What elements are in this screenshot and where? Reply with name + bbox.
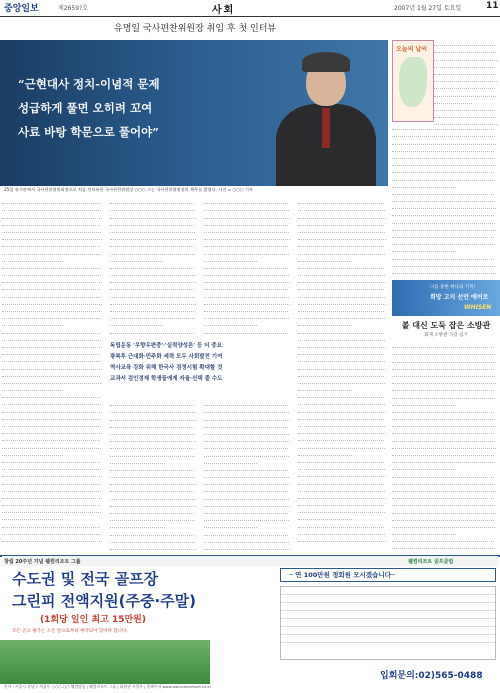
text-line bbox=[204, 465, 288, 471]
text-line bbox=[204, 284, 288, 290]
text-line bbox=[110, 501, 196, 507]
text-line bbox=[298, 543, 384, 548]
text-line bbox=[2, 428, 102, 434]
text-line bbox=[110, 256, 163, 262]
text-line bbox=[204, 291, 289, 297]
golf-course-photo bbox=[0, 640, 210, 684]
text-line bbox=[434, 62, 495, 68]
text-line bbox=[392, 486, 496, 492]
text-line bbox=[2, 327, 100, 333]
text-line bbox=[204, 220, 288, 226]
text-line bbox=[204, 313, 289, 319]
text-line bbox=[110, 422, 194, 428]
text-line bbox=[2, 414, 100, 420]
text-line bbox=[110, 465, 194, 471]
ad-membership-text: ─ 연 100만원 정회원 모시겠습니다─ bbox=[289, 571, 395, 579]
text-line bbox=[110, 458, 163, 464]
text-line bbox=[298, 514, 352, 520]
side-story-subtitle: 화재 소방관 가장 검거 bbox=[424, 333, 468, 338]
text-line bbox=[392, 515, 494, 521]
text-line bbox=[2, 363, 102, 369]
text-line bbox=[392, 443, 496, 449]
text-line bbox=[110, 299, 196, 305]
text-line bbox=[110, 241, 194, 247]
text-line bbox=[204, 522, 257, 528]
text-line bbox=[298, 234, 386, 240]
text-line bbox=[110, 522, 163, 528]
text-line bbox=[204, 429, 289, 435]
text-line bbox=[298, 277, 386, 283]
text-line bbox=[204, 479, 290, 485]
article-column-1 bbox=[2, 198, 104, 548]
text-line bbox=[2, 514, 63, 520]
lead-photo bbox=[0, 40, 388, 186]
side-story-title: 볼 대신 도둑 잡은 소방관 bbox=[401, 321, 491, 330]
text-line bbox=[110, 263, 194, 269]
weather-table bbox=[392, 124, 498, 274]
portrait-figure bbox=[270, 48, 378, 186]
ad-banner-right: 웰컴리조트 골프클럽 bbox=[408, 559, 454, 565]
text-line bbox=[2, 435, 100, 441]
text-line bbox=[392, 450, 494, 456]
text-line bbox=[204, 248, 289, 254]
text-line bbox=[392, 196, 495, 202]
whisen-ad[interactable] bbox=[392, 280, 500, 316]
text-line bbox=[434, 54, 497, 60]
text-line bbox=[434, 40, 495, 46]
text-line bbox=[392, 522, 495, 528]
text-line bbox=[110, 537, 195, 543]
text-line bbox=[298, 406, 386, 412]
text-line bbox=[298, 313, 385, 319]
golf-ad-banner bbox=[2, 556, 498, 566]
portrait-hair bbox=[302, 52, 350, 72]
text-line bbox=[2, 277, 102, 283]
text-line bbox=[204, 320, 257, 326]
ad-title-2: 그린피 전액지원(주중·주말) bbox=[12, 592, 197, 610]
text-line bbox=[204, 270, 289, 276]
text-line bbox=[204, 472, 289, 478]
text-line bbox=[2, 371, 100, 377]
text-line bbox=[392, 217, 495, 223]
text-line bbox=[2, 478, 100, 484]
section-title: 사회 bbox=[212, 5, 236, 16]
text-line bbox=[434, 112, 496, 118]
text-line bbox=[204, 537, 289, 543]
text-line bbox=[392, 421, 496, 427]
text-line bbox=[392, 138, 496, 144]
text-line bbox=[110, 313, 195, 319]
text-line bbox=[392, 407, 494, 413]
text-line bbox=[2, 248, 101, 254]
text-line bbox=[110, 479, 196, 485]
text-line bbox=[392, 400, 456, 406]
text-line bbox=[110, 291, 195, 297]
text-line bbox=[392, 146, 494, 152]
text-line bbox=[110, 248, 195, 254]
text-line bbox=[204, 256, 257, 262]
text-line bbox=[2, 335, 101, 341]
text-line bbox=[392, 342, 494, 348]
text-line bbox=[298, 371, 384, 377]
text-line bbox=[392, 536, 494, 542]
headline-line: 성급하게 풀면 오히려 꼬여 bbox=[18, 101, 153, 115]
text-line bbox=[2, 464, 101, 470]
text-line bbox=[2, 507, 101, 513]
text-line bbox=[392, 239, 495, 245]
text-line bbox=[392, 174, 495, 180]
pull-quote: 교과서 검인정제 학생들에게 자율·선택 줄 수도 bbox=[110, 376, 223, 382]
text-line bbox=[110, 407, 195, 413]
text-line bbox=[392, 261, 495, 267]
text-line bbox=[392, 268, 496, 274]
text-line bbox=[392, 160, 496, 166]
text-line bbox=[204, 241, 288, 247]
text-line bbox=[204, 515, 289, 521]
text-line bbox=[204, 306, 288, 312]
ad-membership-box bbox=[280, 568, 496, 582]
text-line bbox=[392, 435, 495, 441]
ad-price-table bbox=[280, 586, 496, 660]
text-line bbox=[2, 284, 100, 290]
text-line bbox=[2, 356, 101, 362]
text-line bbox=[2, 220, 100, 226]
text-line bbox=[298, 521, 384, 527]
text-line bbox=[298, 299, 386, 305]
text-line bbox=[110, 450, 195, 456]
text-line bbox=[298, 349, 384, 355]
text-line bbox=[2, 385, 63, 391]
text-line bbox=[110, 306, 194, 312]
text-line bbox=[298, 212, 386, 218]
text-line bbox=[2, 450, 63, 456]
ad-phone[interactable]: 입회문의:02)565-0488 bbox=[380, 671, 483, 681]
text-line bbox=[204, 212, 290, 218]
headline-line: 사료 바탕 학문으로 풀어야” bbox=[18, 125, 159, 139]
text-line bbox=[110, 508, 194, 514]
text-line bbox=[2, 529, 101, 535]
text-line bbox=[204, 263, 288, 269]
text-line bbox=[392, 378, 496, 384]
text-line bbox=[298, 284, 384, 290]
text-line bbox=[392, 167, 494, 173]
text-line bbox=[392, 371, 495, 377]
text-line bbox=[392, 203, 496, 209]
text-line bbox=[434, 83, 495, 89]
text-line bbox=[392, 385, 494, 391]
text-line bbox=[110, 486, 194, 492]
text-line bbox=[298, 306, 384, 312]
headline-line: “근현대사 정치-이념적 문제 bbox=[18, 77, 160, 91]
table-row bbox=[281, 603, 495, 611]
article-column-6 bbox=[298, 198, 388, 548]
text-line bbox=[2, 320, 63, 326]
text-line bbox=[2, 421, 101, 427]
text-line bbox=[2, 291, 101, 297]
text-line bbox=[298, 442, 385, 448]
text-line bbox=[298, 392, 384, 398]
table-row bbox=[281, 611, 495, 619]
portrait-tie bbox=[322, 108, 330, 148]
text-line bbox=[392, 414, 495, 420]
text-line bbox=[434, 98, 472, 104]
text-line bbox=[2, 313, 101, 319]
text-line bbox=[298, 342, 386, 348]
text-line bbox=[204, 458, 257, 464]
text-line bbox=[2, 536, 102, 542]
text-line bbox=[298, 356, 385, 362]
text-line bbox=[392, 471, 494, 477]
text-line bbox=[204, 443, 288, 449]
text-line bbox=[298, 414, 384, 420]
text-line bbox=[392, 356, 496, 362]
text-line bbox=[298, 270, 385, 276]
text-line bbox=[110, 220, 194, 226]
pull-quote: 광복후 근대화·민주화 세력 모두 사회발전 기여 bbox=[110, 354, 223, 360]
ad-line-1: 나를 통한 하나의 기적! bbox=[430, 285, 476, 290]
text-line bbox=[110, 493, 195, 499]
text-line bbox=[434, 105, 495, 111]
text-line bbox=[204, 501, 290, 507]
text-line bbox=[298, 291, 385, 297]
text-line bbox=[298, 421, 385, 427]
table-row bbox=[281, 619, 495, 627]
text-line bbox=[2, 241, 100, 247]
text-line bbox=[298, 205, 385, 211]
text-line bbox=[110, 234, 196, 240]
text-line bbox=[392, 493, 494, 499]
table-row bbox=[281, 587, 495, 595]
text-line bbox=[298, 335, 385, 341]
side-story-body bbox=[392, 342, 498, 550]
text-line bbox=[434, 47, 496, 53]
ad-note: 모든 골프 평가는 오픈 앞으로부터 예약되어 있어야 합니다. bbox=[12, 629, 128, 634]
article-column-2 bbox=[110, 198, 198, 334]
text-line bbox=[298, 478, 384, 484]
text-line bbox=[434, 69, 496, 75]
text-line bbox=[392, 124, 494, 130]
text-line bbox=[2, 198, 100, 204]
text-line bbox=[110, 472, 195, 478]
text-line bbox=[204, 493, 289, 499]
headline-quote bbox=[18, 72, 258, 144]
text-line bbox=[204, 227, 289, 233]
text-line bbox=[298, 198, 384, 204]
ad-title-1: 수도권 및 전국 골프장 bbox=[12, 570, 159, 588]
text-line bbox=[298, 263, 384, 269]
pull-quote: 독립운동 '우향우편중'·'실력양성론' 등 더 중요 bbox=[110, 343, 222, 349]
text-line bbox=[298, 327, 384, 333]
text-line bbox=[392, 364, 494, 370]
text-line bbox=[298, 450, 352, 456]
text-line bbox=[204, 436, 290, 442]
text-line bbox=[2, 471, 102, 477]
text-line bbox=[298, 399, 385, 405]
text-line bbox=[2, 306, 100, 312]
issue-date: 2007년 1월 27일 토요일 bbox=[394, 5, 462, 12]
text-line bbox=[110, 443, 194, 449]
article-column-4 bbox=[110, 400, 198, 550]
text-line bbox=[204, 277, 290, 283]
text-line bbox=[2, 521, 100, 527]
text-line bbox=[298, 248, 385, 254]
text-line bbox=[2, 205, 101, 211]
ad-line-2: 희망 고지 선언 에어로 bbox=[430, 294, 489, 301]
text-line bbox=[110, 515, 195, 521]
text-line bbox=[298, 486, 385, 492]
text-line bbox=[2, 342, 102, 348]
text-line bbox=[298, 378, 385, 384]
text-line bbox=[298, 471, 386, 477]
text-line bbox=[110, 544, 196, 550]
text-line bbox=[204, 529, 288, 535]
text-line bbox=[204, 508, 288, 514]
article-kicker: 유명일 국사편찬위원장 취임 후 첫 인터뷰 bbox=[114, 24, 277, 34]
text-line bbox=[204, 205, 289, 211]
text-line bbox=[298, 457, 384, 463]
text-line bbox=[2, 486, 101, 492]
text-line bbox=[392, 253, 494, 259]
text-line bbox=[110, 529, 194, 535]
weather-text bbox=[434, 40, 498, 130]
text-line bbox=[298, 363, 386, 369]
pull-quotes bbox=[110, 338, 292, 385]
text-line bbox=[298, 227, 385, 233]
text-line bbox=[2, 263, 100, 269]
text-line bbox=[392, 457, 495, 463]
text-line bbox=[110, 212, 196, 218]
ad-banner-left: 창립 20주년 기념 웰컴리조트 그룹 bbox=[4, 559, 81, 565]
text-line bbox=[298, 220, 384, 226]
text-line bbox=[110, 429, 195, 435]
text-line bbox=[110, 284, 194, 290]
text-line bbox=[110, 270, 195, 276]
text-line bbox=[2, 543, 100, 548]
text-line bbox=[298, 493, 386, 499]
table-row bbox=[281, 627, 495, 635]
text-line bbox=[2, 378, 101, 384]
text-line bbox=[2, 270, 101, 276]
text-line bbox=[434, 76, 497, 82]
text-line bbox=[298, 464, 385, 470]
text-line bbox=[392, 210, 494, 216]
text-line bbox=[2, 500, 100, 506]
text-line bbox=[434, 90, 496, 96]
text-line bbox=[204, 450, 289, 456]
text-line bbox=[204, 486, 288, 492]
text-line bbox=[110, 227, 195, 233]
text-line bbox=[110, 400, 194, 406]
text-line bbox=[392, 479, 495, 485]
text-line bbox=[392, 428, 494, 434]
text-line bbox=[2, 457, 100, 463]
article-column-3 bbox=[204, 198, 292, 334]
text-line bbox=[204, 198, 288, 204]
text-line bbox=[2, 227, 101, 233]
text-line bbox=[110, 327, 194, 333]
text-line bbox=[204, 414, 290, 420]
text-line bbox=[392, 182, 456, 188]
text-line bbox=[2, 392, 100, 398]
newspaper-logo: 중앙일보 bbox=[4, 4, 39, 14]
text-line bbox=[2, 406, 102, 412]
table-row bbox=[281, 595, 495, 603]
text-line bbox=[2, 399, 101, 405]
text-line bbox=[2, 212, 102, 218]
ad-brand: WHISEN bbox=[464, 304, 492, 311]
text-line bbox=[392, 189, 494, 195]
text-line bbox=[2, 442, 101, 448]
text-line bbox=[298, 435, 384, 441]
weather-box bbox=[392, 40, 434, 122]
issue-number: 제2659?호 bbox=[58, 5, 89, 12]
text-line bbox=[110, 277, 196, 283]
text-line bbox=[298, 385, 352, 391]
ad-footer: 본사 : 서울시 강남구 역삼동 ○○○-○○ 웰컴빌딩 | 웰컴리조트 그룹 | 회원권 사업부 | 홈페이지 www.welcomeresort.co.kr bbox=[4, 684, 212, 689]
text-line bbox=[204, 407, 289, 413]
table-row bbox=[281, 635, 495, 643]
text-line bbox=[2, 256, 63, 262]
ad-subtitle: (1회당 일인 최고 15만원) bbox=[40, 615, 146, 625]
text-line bbox=[392, 131, 495, 137]
text-line bbox=[204, 327, 288, 333]
text-line bbox=[392, 225, 496, 231]
text-line bbox=[298, 529, 385, 535]
text-line bbox=[298, 507, 385, 513]
text-line bbox=[298, 500, 384, 506]
text-line bbox=[2, 349, 100, 355]
text-line bbox=[392, 464, 456, 470]
text-line bbox=[110, 414, 196, 420]
text-line bbox=[110, 205, 195, 211]
text-line bbox=[204, 299, 290, 305]
text-line bbox=[392, 246, 456, 252]
text-line bbox=[110, 320, 163, 326]
text-line bbox=[2, 493, 102, 499]
pull-quote: 역사교육 강화 위해 한국사 검정시험 확대할 것 bbox=[110, 365, 223, 371]
text-line bbox=[392, 543, 495, 549]
text-line bbox=[392, 392, 495, 398]
korea-map-icon bbox=[399, 57, 427, 107]
text-line bbox=[392, 349, 495, 355]
text-line bbox=[110, 436, 196, 442]
text-line bbox=[392, 153, 495, 159]
text-line bbox=[204, 400, 288, 406]
text-line bbox=[204, 544, 290, 550]
article-kicker-bar bbox=[0, 18, 388, 38]
page-header bbox=[0, 0, 500, 17]
text-line bbox=[204, 422, 288, 428]
text-line bbox=[298, 536, 386, 542]
text-line bbox=[298, 256, 352, 262]
text-line bbox=[204, 234, 290, 240]
text-line bbox=[392, 500, 495, 506]
article-column-5 bbox=[204, 400, 292, 550]
text-line bbox=[392, 232, 494, 238]
photo-caption: 25일 유기관에서 국사편찬위원회장으로 처음 인터뷰한 국사편찬위원장 ○○○ 그는 국사편찬위원장의 책무를 밝혔다. 사진 = ○○○ 기자 bbox=[4, 187, 253, 192]
text-line bbox=[298, 320, 352, 326]
weather-title: 오늘의 날씨 bbox=[396, 46, 428, 53]
text-line bbox=[298, 241, 384, 247]
text-line bbox=[298, 428, 386, 434]
text-line bbox=[2, 299, 102, 305]
page-number: 11 bbox=[486, 1, 499, 11]
text-line bbox=[392, 529, 456, 535]
text-line bbox=[2, 234, 102, 240]
text-line bbox=[110, 198, 194, 204]
text-line bbox=[392, 507, 496, 513]
